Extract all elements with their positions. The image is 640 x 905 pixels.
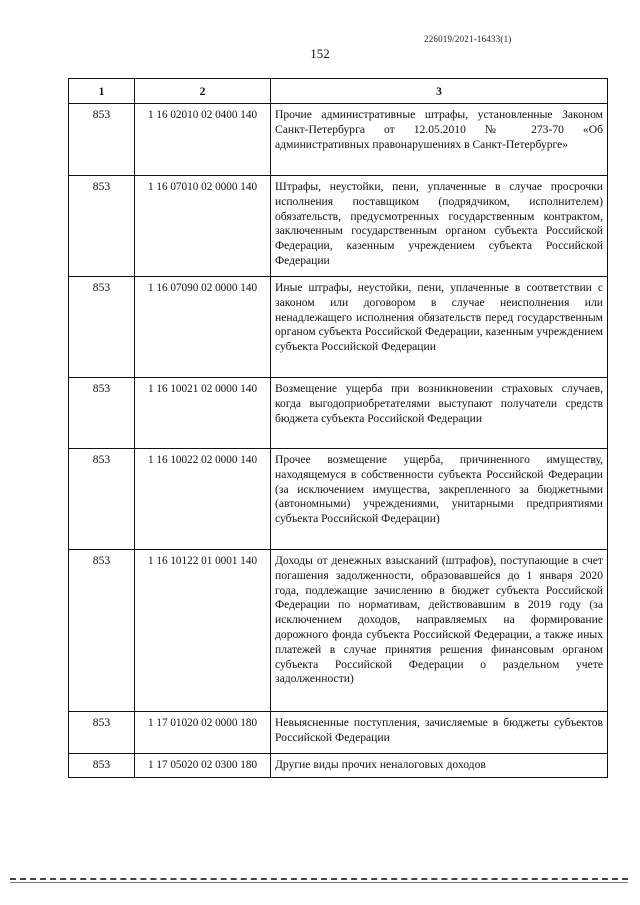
column-header-3: 3 bbox=[271, 79, 608, 104]
table-header-row bbox=[69, 79, 608, 104]
description-cell: Невыясненные поступления, зачисляемые в бюджеты субъектов Российской Федерации bbox=[271, 712, 608, 754]
page-number: 152 bbox=[310, 46, 330, 61]
scan-edge-line-secondary bbox=[10, 882, 628, 883]
budget-code-cell: 1 17 05020 02 0300 180 bbox=[135, 754, 271, 778]
admin-code-cell: 853 bbox=[69, 104, 135, 176]
admin-code-cell: 853 bbox=[69, 550, 135, 712]
description-cell: Штрафы, неустойки, пени, уплаченные в случае просрочки исполнения поставщиком (подрядчиком, исполнителем) обязательств, предусмотренных государственным контрактом, заключенным государственным органом субъекта Российской Федерации, казенным учреждением субъекта Российской Федерации bbox=[271, 176, 608, 277]
description-cell: Возмещение ущерба при возникновении страховых случаев, когда выгодоприобретателями выступают получатели средств бюджета субъекта Российской Федерации bbox=[271, 378, 608, 449]
budget-code-cell: 1 17 01020 02 0000 180 bbox=[135, 712, 271, 754]
budget-code-cell: 1 16 07090 02 0000 140 bbox=[135, 277, 271, 378]
description-cell: Прочее возмещение ущерба, причиненного имуществу, находящемуся в собственности субъекта Российской Федерации (за исключением имущества, закрепленного за бюджетными (автономными) учреждениями, унитарными предприятиями субъекта Российской Федерации) bbox=[271, 449, 608, 550]
budget-code-cell: 1 16 10122 01 0001 140 bbox=[135, 550, 271, 712]
admin-code-cell: 853 bbox=[69, 449, 135, 550]
document-number: 226019/2021-16433(1) bbox=[424, 34, 512, 44]
admin-code-cell: 853 bbox=[69, 176, 135, 277]
column-header-1: 1 bbox=[69, 79, 135, 104]
table-row bbox=[69, 754, 608, 778]
table-row bbox=[69, 277, 608, 378]
admin-code-cell: 853 bbox=[69, 277, 135, 378]
table-row bbox=[69, 378, 608, 449]
budget-code-cell: 1 16 02010 02 0400 140 bbox=[135, 104, 271, 176]
table-row bbox=[69, 176, 608, 277]
description-cell: Иные штрафы, неустойки, пени, уплаченные в соответствии с законом или договором в случае неисполнения или ненадлежащего исполнения обязательств перед государственным органом субъекта Российской Федерации, казенным учреждением субъекта Российской Федерации bbox=[271, 277, 608, 378]
budget-code-cell: 1 16 07010 02 0000 140 bbox=[135, 176, 271, 277]
description-cell: Прочие административные штрафы, установленные Законом Санкт-Петербурга от 12.05.2010 № 273-70 «Об административных правонарушениях в Санкт-Петербурге» bbox=[271, 104, 608, 176]
revenue-codes-table bbox=[68, 78, 608, 778]
column-header-2: 2 bbox=[135, 79, 271, 104]
admin-code-cell: 853 bbox=[69, 754, 135, 778]
table-row bbox=[69, 712, 608, 754]
admin-code-cell: 853 bbox=[69, 378, 135, 449]
table-row bbox=[69, 550, 608, 712]
table-row bbox=[69, 449, 608, 550]
admin-code-cell: 853 bbox=[69, 712, 135, 754]
budget-code-cell: 1 16 10021 02 0000 140 bbox=[135, 378, 271, 449]
scan-edge-line bbox=[10, 878, 628, 880]
description-cell: Другие виды прочих неналоговых доходов bbox=[271, 754, 608, 778]
budget-code-cell: 1 16 10022 02 0000 140 bbox=[135, 449, 271, 550]
table-row bbox=[69, 104, 608, 176]
description-cell: Доходы от денежных взысканий (штрафов), поступающие в счет погашения задолженности, образовавшейся до 1 января 2020 года, подлежащие зачислению в бюджет субъекта Российской Федерации по нормативам, действовавшим в 2019 году (за исключением доходов, направляемых на формирование дорожного фонда субъекта Российской Федерации, а также иных платежей в случае принятия решения финансовым органом субъекта Российской Федерации о раздельном учете задолженности) bbox=[271, 550, 608, 712]
